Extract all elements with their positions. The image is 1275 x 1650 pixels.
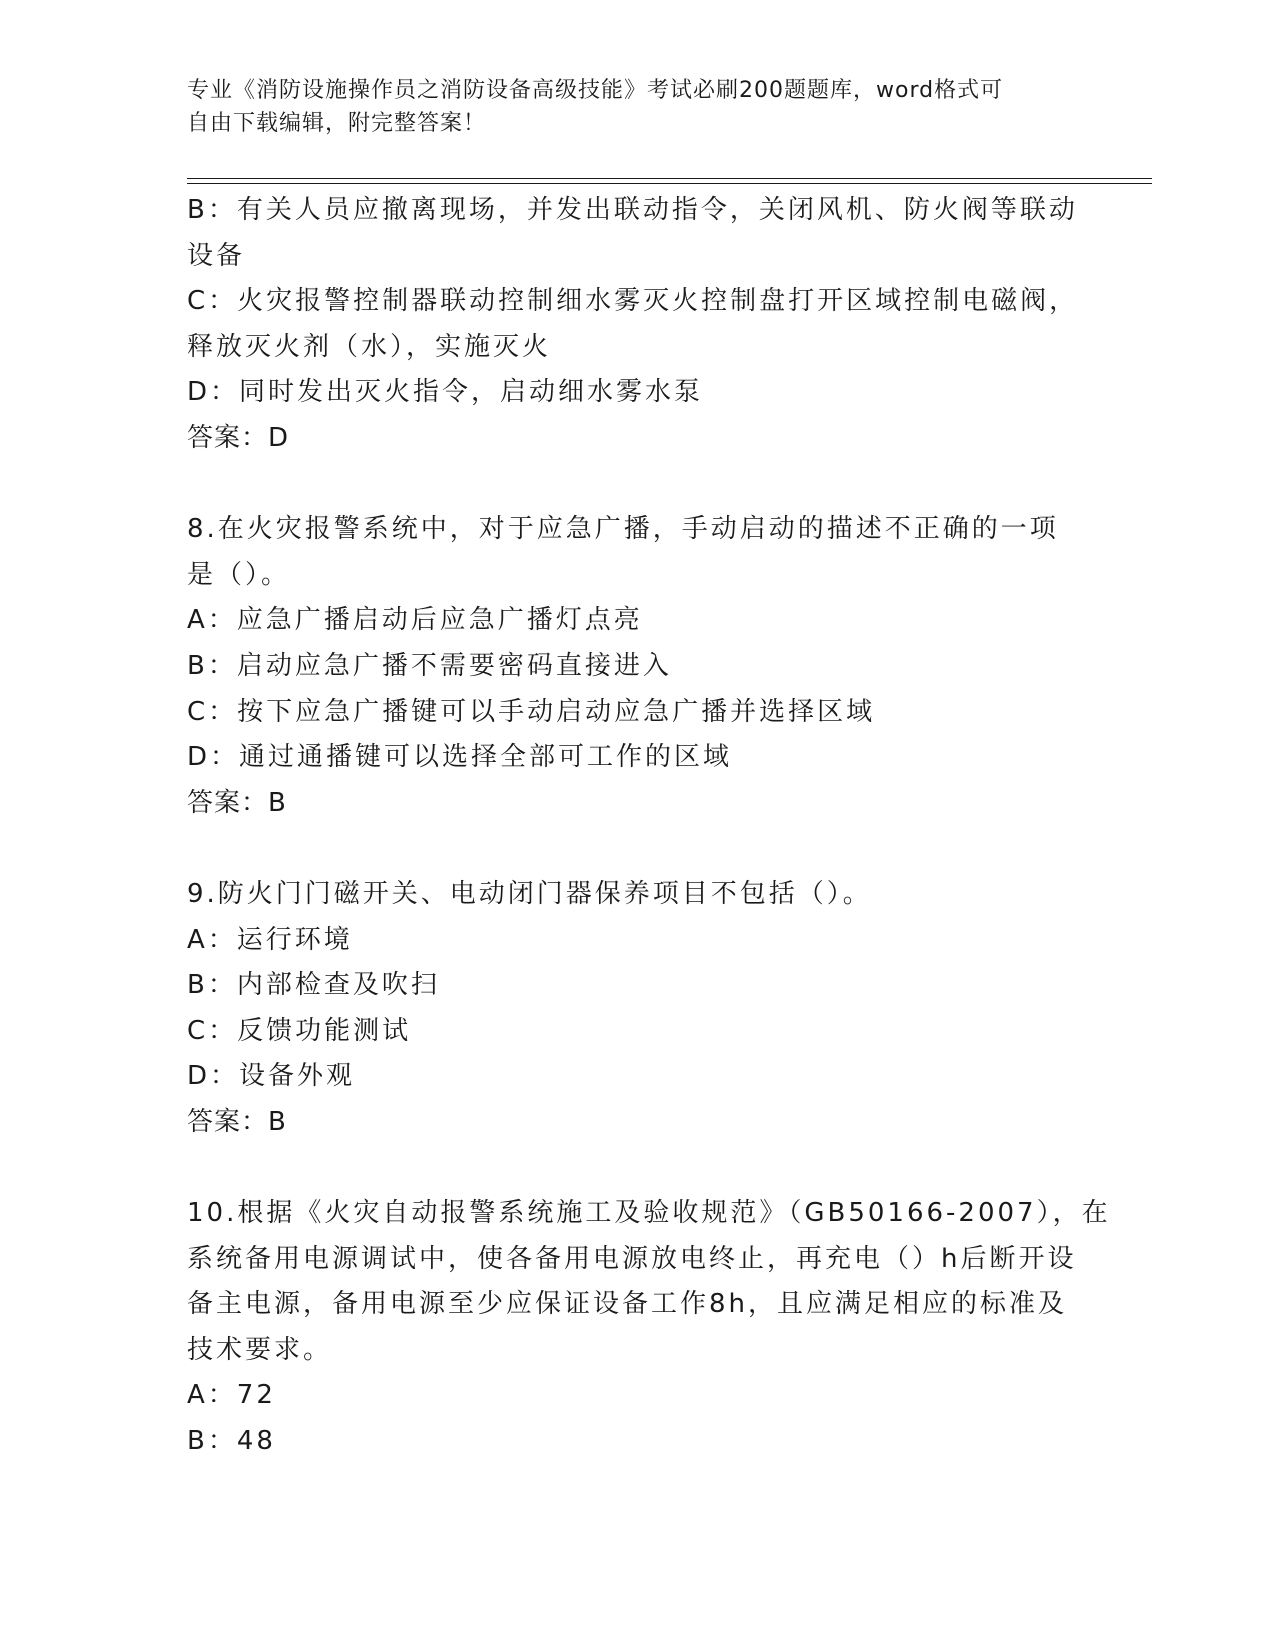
question-8: [187, 507, 1087, 826]
option-a: A：72: [187, 1380, 276, 1411]
option-b: 设备: [187, 240, 246, 271]
option-c: C：按下应急广播键可以手动启动应急广播并选择区域: [187, 696, 876, 727]
option-c: C：反馈功能测试: [187, 1015, 412, 1046]
spacer: [187, 1145, 1087, 1191]
spacer: [187, 826, 1087, 872]
option-c: 释放灭火剂（水），实施灭火: [187, 331, 552, 362]
option-b: B：启动应急广播不需要密码直接进入: [187, 650, 672, 681]
question-stem: 系统备用电源调试中，使各备用电源放电终止，再充电（）h后断开设: [187, 1243, 1077, 1274]
option-c: C：火灾报警控制器联动控制细水雾灭火控制盘打开区域控制电磁阀，: [187, 286, 1079, 317]
option-b: B：48: [187, 1426, 276, 1457]
question-content: [187, 188, 1111, 1465]
question-stem: 8.在火灾报警系统中，对于应急广播，手动启动的描述不正确的一项: [187, 514, 1059, 545]
option-d: D：通过通播键可以选择全部可工作的区域: [187, 742, 733, 773]
question-10: [187, 1191, 1111, 1465]
option-d: D：设备外观: [187, 1061, 356, 1092]
question-stem: 10.根据《火灾自动报警系统施工及验收规范》（GB50166-2007），在: [187, 1198, 1111, 1229]
header-divider: [187, 183, 1152, 184]
header-divider: [187, 178, 1152, 179]
option-a: A：运行环境: [187, 924, 353, 955]
spacer: [187, 462, 1087, 508]
page-header: [187, 74, 1087, 140]
question-stem: 是（）。: [187, 559, 291, 590]
question-stem: 备主电源，备用电源至少应保证设备工作8h，且应满足相应的标准及: [187, 1289, 1068, 1320]
option-b: B：有关人员应撤离现场，并发出联动指令，关闭风机、防火阀等联动: [187, 195, 1078, 225]
option-a: A：应急广播启动后应急广播灯点亮: [187, 605, 643, 636]
header-line: 自由下载编辑，附完整答案！: [187, 111, 487, 136]
option-d: D：同时发出灭火指令，启动细水雾水泵: [187, 377, 704, 408]
question-stem: 9.防火门门磁开关、电动闭门器保养项目不包括（）。: [187, 878, 872, 909]
answer: 答案：B: [187, 787, 287, 818]
header-line: 专业《消防设施操作员之消防设备高级技能》考试必刷200题题库，word格式可: [187, 78, 1004, 103]
question-stem: 技术要求。: [187, 1334, 333, 1365]
question-9: [187, 872, 1087, 1146]
answer: 答案：B: [187, 1106, 287, 1137]
option-b: B：内部检查及吹扫: [187, 970, 440, 1001]
answer: 答案：D: [187, 422, 290, 453]
question-7-tail: [187, 188, 1087, 462]
